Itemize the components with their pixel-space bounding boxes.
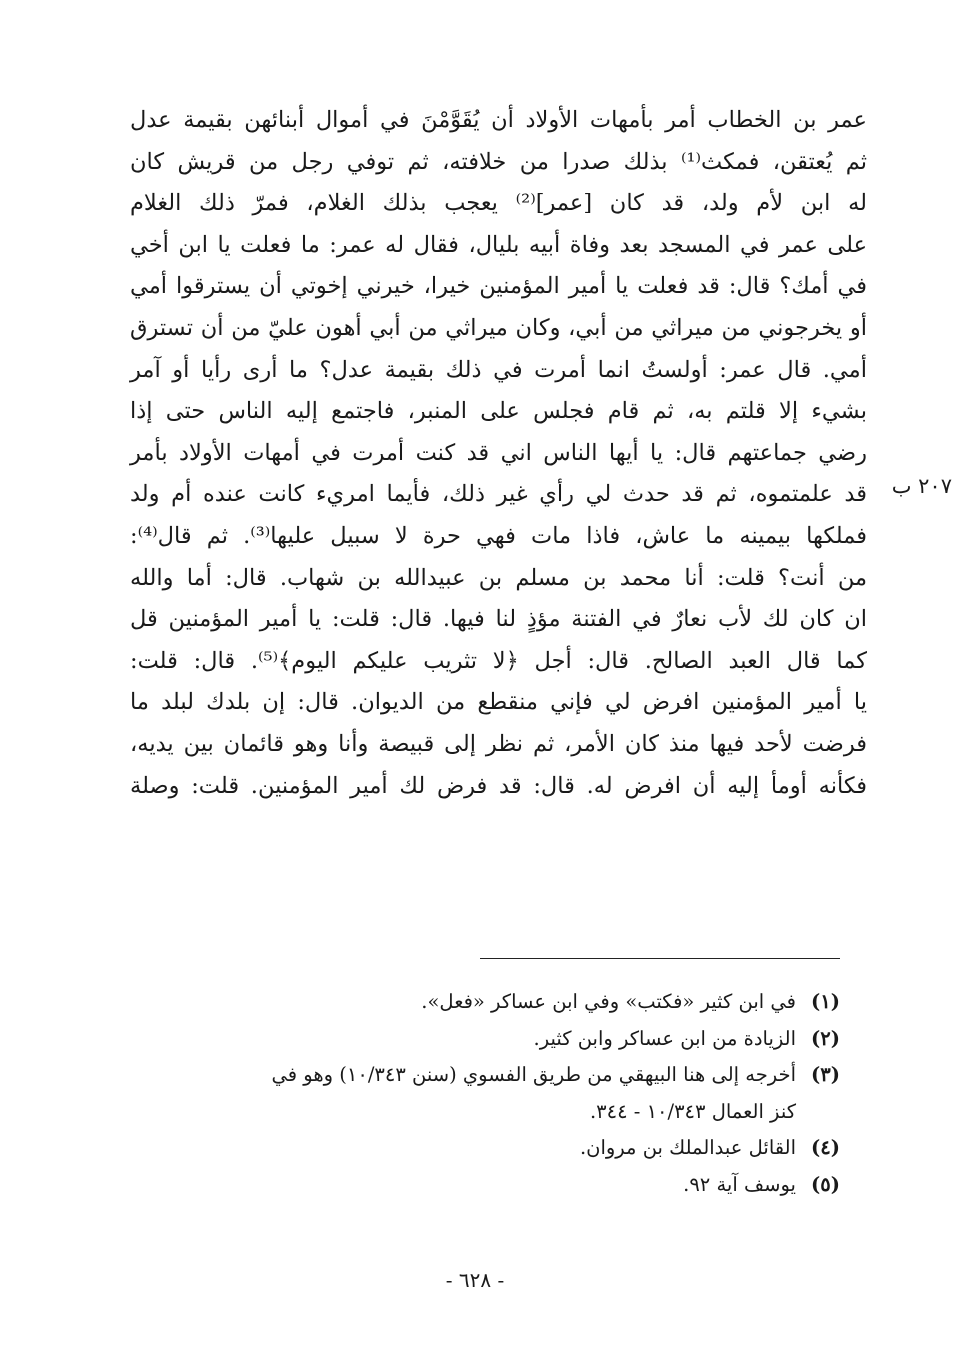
text-line: له ابن لأم ولد، قد كان [عمر]⁽²⁾ يعجب بذلك الغلام، فمرّ ذلك الغلام: [130, 190, 867, 217]
footnote-number: (٥): [811, 1172, 840, 1196]
text-line: قد علمتموه، ثم قد حدث لي رأي غير ذلك، فأيما امريء كانت عنده أم ولد: [130, 481, 867, 508]
footnote-number: (٢): [811, 1026, 840, 1050]
footnote-text: يوسف آية ٩٢.: [683, 1172, 796, 1196]
text-line: فكأنه أومأ إليه أن افرض له. قال: قد فرض لك أمير المؤمنين. قلت: وصلة: [130, 772, 867, 799]
footnote-text: القائل عبدالملك بن مروان.: [579, 1136, 796, 1160]
text-line: عمر بن الخطاب أمر بأمهات الأولاد أن يُقَوَّمْنَ في أموال أبنائهن بقيمة عدل: [130, 107, 867, 133]
footnote-1: [180, 984, 840, 1021]
footnotes: [180, 984, 840, 1204]
text-line: ثم يُعتقن، فمكث⁽¹⁾ بذلك صدرا من خلافته، ثم توفي رجل من قريش كان: [130, 148, 868, 175]
footnote-number: (٤): [811, 1136, 840, 1160]
footnote-5: [180, 1167, 840, 1204]
footnote-2: [180, 1021, 840, 1058]
page-number: - ٦٢٨ -: [445, 1268, 505, 1292]
footnote-3: [180, 1057, 840, 1094]
text-line: ان كان لك لأب نعارٌ في الفتنة مؤذٍ لنا فيها. قال: قلت: يا أمير المؤمنين قل: [130, 606, 867, 633]
text-line: على عمر في المسجد بعد وفاة أبيه بليال، فقال له عمر: ما فعلت يا ابن أخي: [130, 231, 867, 258]
text-line: بشيء إلا قلتم به، ثم قام فجلس على المنبر، فاجتمع إليه الناس حتى إذا: [130, 398, 867, 425]
footnote-text: الزيادة من ابن عساكر وابن كثير.: [533, 1026, 796, 1050]
text-line: من أنت؟ قلت: أنا محمد بن مسلم بن عبيدالله بن شهاب. قال: أما والله: [130, 564, 867, 591]
text-line: رضي جماعتهم قال: يا أيها الناس اني قد كنت أمرت في أمهات الأولاد بأمر: [130, 439, 867, 466]
main-text-block: [130, 100, 867, 807]
manuscript-folio-marker: ٢٠٧ ب: [891, 474, 952, 498]
text-line: كما قال العبد الصالح. قال: أجل ﴿لا تثريب عليكم اليوم﴾⁽⁵⁾. قال: قلت:: [130, 647, 867, 674]
text-line: في أمك؟ قال: قد فعلت يا أمير المؤمنين خيرا، خيرني إخوتي أن يسترقوا أمي: [130, 273, 867, 300]
footnote-4: [180, 1130, 840, 1167]
text-line: فرضت لأحد فيها منذ كان الأمر، ثم نظر إلى قبيصة وأنا وهو قائمان بين يديه،: [130, 730, 867, 757]
footnote-divider: [480, 958, 840, 959]
text-line: يا أمير المؤمنين افرض لي فإني منقطع من الديوان. قال: إن بلدك لبلد ما: [130, 689, 867, 716]
footnote-text: في ابن كثير «فكتب» وفي ابن عساكر «فعل».: [421, 990, 796, 1013]
text-line: فملكها بيمينه ما عاش، فاذا مات فهي حرة لا سبيل عليها⁽³⁾. ثم قال⁽⁴⁾:: [130, 522, 867, 549]
footnote-number: (٣): [811, 1063, 840, 1087]
text-line: أمي. قال عمر: أولستُ انما أمرت في ذلك بقيمة عدل؟ ما أرى رأيا أو آمر: [130, 356, 867, 383]
footnote-number: (١): [811, 990, 840, 1013]
footnote-text: أخرجه إلى هنا البيهقي من طريق الفسوي (سنن ١٠/٣٤٣) وهو في: [271, 1063, 796, 1087]
text-line: أو يخرجوني من ميراثي من أبي، وكان ميراثي من أبي أهون عليّ من أن تسترق: [130, 314, 867, 341]
footnote-3-continuation: كنز العمال ١٠/٣٤٣ - ٣٤٤.: [589, 1099, 796, 1123]
